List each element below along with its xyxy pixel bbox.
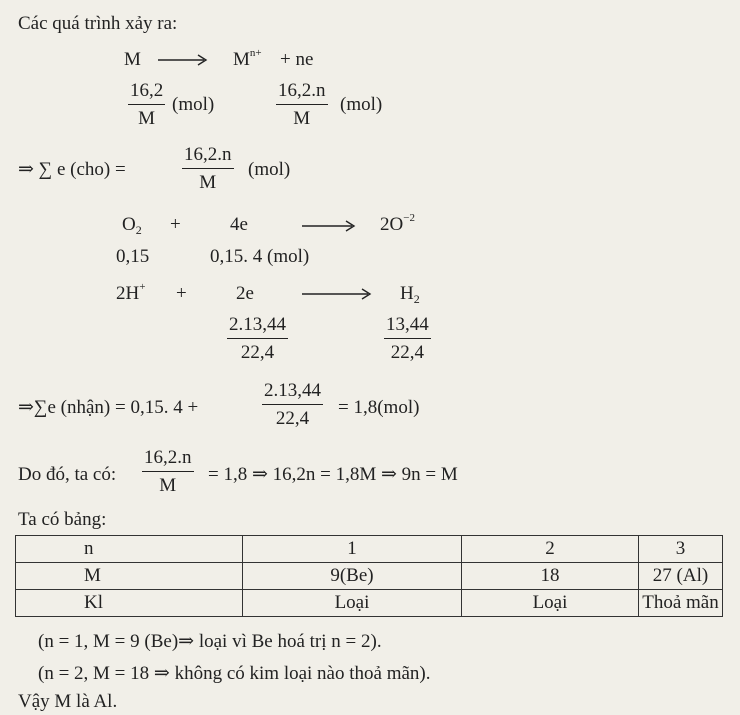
ox-unit-2: (mol) (340, 94, 383, 115)
table-cell: 1 (243, 536, 462, 563)
h-electrons: 2e (236, 283, 254, 304)
table-intro: Ta có bảng: (18, 509, 107, 530)
table-cell: M (16, 563, 243, 590)
table-cell: n (16, 536, 243, 563)
conclusion-prefix: Do đó, ta có: (18, 464, 117, 485)
table-cell: 3 (639, 536, 723, 563)
note-2: (n = 2, M = 18 ⇒ không có kim loại nào thoả mãn). (38, 663, 431, 684)
table-cell: Thoả mãn (639, 590, 723, 617)
sum-receive-prefix: ⇒∑e (nhận) = 0,15. 4 + (18, 397, 199, 418)
sum-receive-frac: $\frac{2.13,44}{22,4}$ (264, 380, 321, 429)
note-1: (n = 1, M = 9 (Be)⇒ loại vì Be hoá trị n = 2). (38, 631, 382, 652)
o2-species: $O_2$ (122, 214, 142, 237)
h-frac-2: $\frac{13,44}{22,4}$ (386, 314, 429, 363)
intro-text: Các quá trình xảy ra: (18, 13, 178, 34)
ox-frac-1: $\frac{16,2}{M}$ (130, 80, 164, 129)
sum-give-prefix: ⇒ ∑ e (cho) = (18, 159, 126, 180)
h-product: $H_2$ (400, 283, 420, 306)
table-row (16, 590, 723, 617)
ox-frac-2: $\frac{16,2.n}{M}$ (278, 80, 326, 129)
table-cell: Kl (16, 590, 243, 617)
table-cell: 27 (Al) (639, 563, 723, 590)
table-cell: Loại (243, 590, 462, 617)
table-cell: 18 (462, 563, 639, 590)
arrow-icon (158, 54, 210, 66)
sum-give-frac: $\frac{16,2.n}{M}$ (184, 144, 232, 193)
ox-left: M (124, 49, 141, 70)
ox-unit-1: (mol) (172, 94, 215, 115)
final-statement: Vậy M là Al. (18, 691, 118, 712)
table-cell: 2 (462, 536, 639, 563)
sum-give-unit: (mol) (248, 159, 291, 180)
o2-product: $2O^{-2}$ (380, 212, 415, 235)
table-cell: Loại (462, 590, 639, 617)
conclusion-frac: $\frac{16,2.n}{M}$ (144, 447, 192, 496)
o2-amount-left: 0,15 (116, 246, 150, 267)
arrow-icon (302, 220, 358, 232)
h-species: 2H+ (116, 281, 146, 304)
o2-plus: + (170, 214, 181, 235)
ox-right: $M^{n+}$ (233, 47, 262, 70)
ox-plus-ne: + ne (280, 49, 314, 70)
table-row (16, 563, 723, 590)
sum-receive-result: = 1,8(mol) (338, 397, 420, 418)
conclusion-rest: = 1,8 ⇒ 16,2n = 1,8M ⇒ 9n = M (208, 464, 458, 485)
arrow-icon (302, 288, 374, 300)
o2-electrons: 4e (230, 214, 248, 235)
o2-amount-mid: 0,15. 4 (mol) (210, 246, 310, 267)
table-cell: 9(Be) (243, 563, 462, 590)
h-frac-1: $\frac{2.13,44}{22,4}$ (229, 314, 286, 363)
h-plus: + (176, 283, 187, 304)
table-row (16, 536, 723, 563)
result-table (15, 535, 723, 617)
